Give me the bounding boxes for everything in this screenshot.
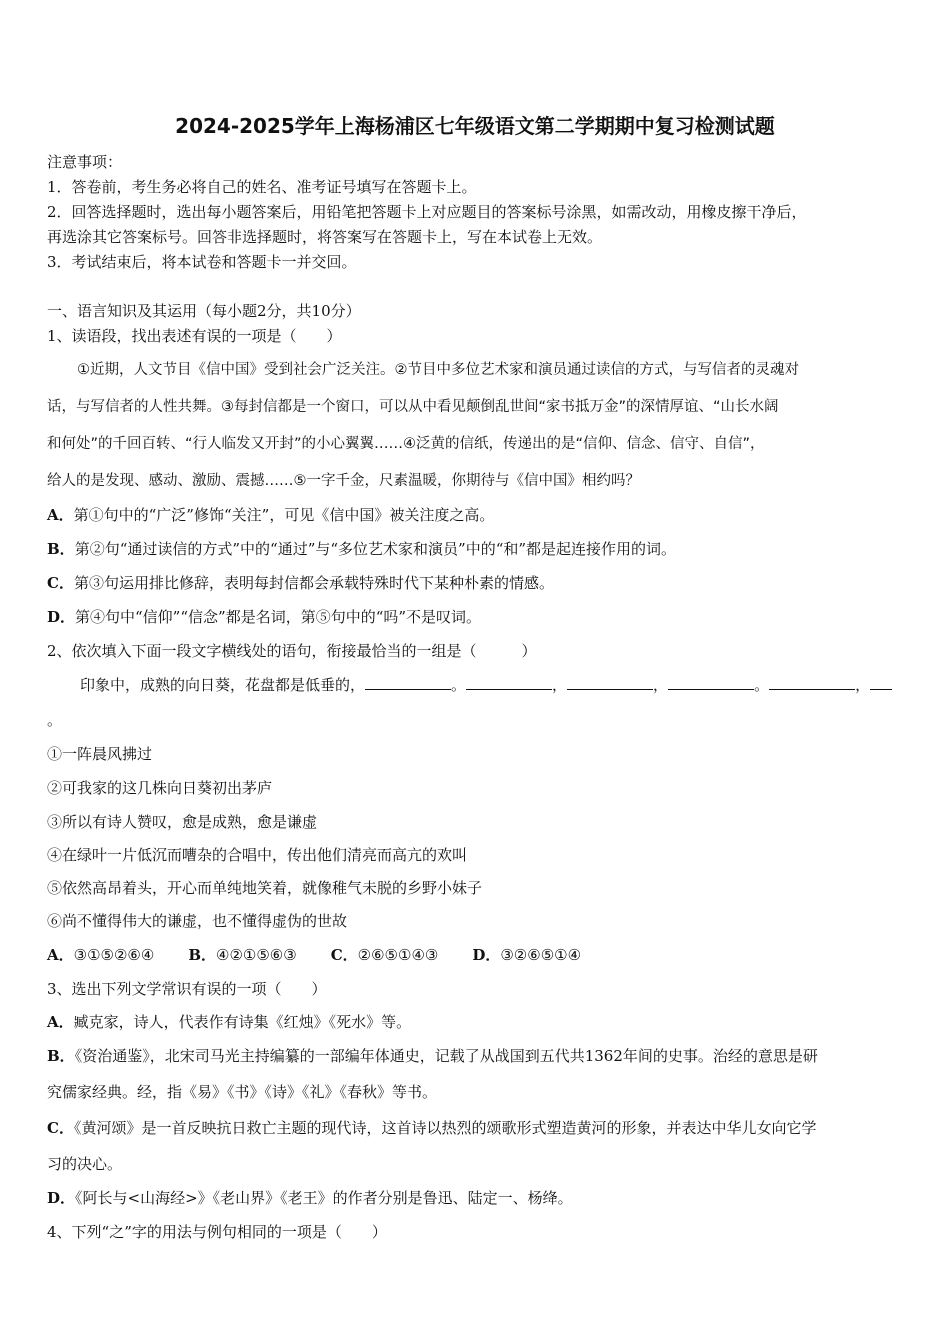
option-letter: D． bbox=[472, 946, 501, 964]
option-text: 第③句运用排比修辞，表明每封信都会承载特殊时代下某种朴素的情感。 bbox=[73, 574, 554, 592]
q2-lead: 印象中，成熟的向日葵，花盘都是低垂的， bbox=[80, 676, 366, 694]
option-text: 《黄河颂》是一首反映抗日救亡主题的现代诗，这首诗以热烈的颂歌形式塑造黄河的形象，并表达中华儿女向它学 bbox=[73, 1119, 817, 1137]
option-letter: A． bbox=[47, 946, 74, 964]
q2-option-b bbox=[188, 945, 296, 965]
q1-passage-line: ①近期，人文节目《信中国》受到社会广泛关注。②节目中多位艺术家和演员通过读信的方式，与写信者的灵魂对 bbox=[77, 362, 799, 378]
fill-blank[interactable] bbox=[870, 675, 892, 690]
q2-stem: 2、依次填入下面一段文字横线处的语句，衔接最恰当的一组是（ ） bbox=[47, 642, 537, 660]
page-title: 2024-2025学年上海杨浦区七年级语文第二学期期中复习检测试题 bbox=[175, 114, 775, 138]
sep: 。 bbox=[451, 676, 467, 694]
option-text: ③②⑥⑤①④ bbox=[500, 946, 582, 964]
q3-option-c-cont: 习的决心。 bbox=[47, 1155, 123, 1173]
notice-item: 1．答卷前，考生务必将自己的姓名、准考证号填写在答题卡上。 bbox=[47, 178, 477, 196]
notice-heading: 注意事项： bbox=[47, 153, 123, 171]
q2-option-a bbox=[47, 945, 154, 965]
option-text: ②⑥⑤①④③ bbox=[357, 946, 439, 964]
option-letter: C． bbox=[47, 1119, 74, 1137]
notice-item: 2．回答选择题时，选出每小题答案后，用铅笔把答题卡上对应题目的答案标号涂黑，如需改动，用橡皮擦干净后， bbox=[47, 203, 807, 221]
option-letter: D． bbox=[47, 608, 76, 626]
q2-item: ④在绿叶一片低沉而嘈杂的合唱中，传出他们清亮而高亢的欢叫 bbox=[47, 846, 468, 864]
option-text: 第④句中“信仰”“信念”都是名词，第⑤句中的“吗”不是叹词。 bbox=[75, 608, 482, 626]
q2-fill-end: 。 bbox=[47, 711, 63, 729]
q1-option-c bbox=[47, 573, 554, 593]
q2-fill-line bbox=[80, 675, 892, 695]
option-letter: B． bbox=[47, 540, 75, 558]
q3-option-c bbox=[47, 1118, 816, 1138]
q3-option-b bbox=[47, 1046, 818, 1066]
option-text: ③①⑤②⑥④ bbox=[73, 946, 155, 964]
q2-options bbox=[47, 945, 615, 965]
q1-option-a bbox=[47, 505, 494, 525]
q3-option-a bbox=[47, 1012, 411, 1032]
option-text: 《资治通鉴》，北宋司马光主持编纂的一部编年体通史，记载了从战国到五代共1362年间的史事。治经的意思是研 bbox=[74, 1047, 818, 1065]
q3-stem: 3、选出下列文学常识有误的一项（ ） bbox=[47, 980, 327, 998]
sep: ， bbox=[653, 676, 669, 694]
q1-stem: 1、读语段，找出表述有误的一项是（ ） bbox=[47, 327, 342, 345]
q2-option-c bbox=[331, 945, 439, 965]
q2-item: ③所以有诗人赞叹，愈是成熟，愈是谦虚 bbox=[47, 813, 318, 831]
q3-option-b-cont: 究儒家经典。经，指《易》《书》《诗》《礼》《春秋》等书。 bbox=[47, 1083, 438, 1101]
sep: 。 bbox=[754, 676, 770, 694]
option-text: 第②句“通过读信的方式”中的“通过”与“多位艺术家和演员”中的“和”都是起连接作用的词。 bbox=[74, 540, 677, 558]
fill-blank[interactable] bbox=[466, 675, 552, 690]
q1-passage-line: 话，与写信者的人性共舞。③每封信都是一个窗口，可以从中看见颠倒乱世间“家书抵万金”的深情厚谊、“山长水阔 bbox=[47, 399, 779, 415]
sep: ， bbox=[552, 676, 568, 694]
option-text: ④②①⑤⑥③ bbox=[216, 946, 297, 964]
q2-item: ①一阵晨风拂过 bbox=[47, 745, 153, 763]
notice-item: 3．考试结束后，将本试卷和答题卡一并交回。 bbox=[47, 253, 357, 271]
q2-option-d bbox=[472, 945, 581, 965]
fill-blank[interactable] bbox=[365, 675, 451, 690]
option-letter: A． bbox=[47, 1013, 74, 1031]
q2-item: ②可我家的这几株向日葵初出茅庐 bbox=[47, 779, 273, 797]
option-text: 《阿长与<山海经>》《老山界》《老王》的作者分别是鲁迅、陆定一、杨绛。 bbox=[75, 1189, 573, 1207]
sep: ， bbox=[855, 676, 871, 694]
option-letter: A． bbox=[47, 506, 74, 524]
option-letter: C． bbox=[330, 946, 358, 964]
option-letter: C． bbox=[47, 574, 74, 592]
option-letter: B． bbox=[188, 946, 217, 964]
fill-blank[interactable] bbox=[769, 675, 855, 690]
q4-stem: 4、下列“之”字的用法与例句相同的一项是（ ） bbox=[47, 1223, 387, 1241]
fill-blank[interactable] bbox=[668, 675, 754, 690]
q1-option-b bbox=[47, 539, 676, 559]
option-text: 第①句中的“广泛”修饰“关注”，可见《信中国》被关注度之高。 bbox=[73, 506, 495, 524]
option-letter: B． bbox=[47, 1047, 75, 1065]
q2-item: ⑥尚不懂得伟大的谦虚，也不懂得虚伪的世故 bbox=[47, 912, 348, 930]
option-text: 臧克家，诗人，代表作有诗集《红烛》《死水》等。 bbox=[73, 1013, 412, 1031]
section-heading: 一、语言知识及其运用（每小题2分，共10分） bbox=[47, 302, 361, 320]
notice-item: 再选涂其它答案标号。回答非选择题时，将答案写在答题卡上，写在本试卷上无效。 bbox=[47, 228, 603, 246]
q3-option-d bbox=[47, 1188, 573, 1208]
q1-passage-line: 给人的是发现、感动、激励、震撼……⑤一字千金，尺素温暖，你期待与《信中国》相约吗？ bbox=[47, 473, 640, 489]
option-letter: D． bbox=[47, 1189, 76, 1207]
q2-item: ⑤依然高昂着头，开心而单纯地笑着，就像稚气未脱的乡野小妹子 bbox=[47, 879, 483, 897]
q1-option-d bbox=[47, 607, 481, 627]
q1-passage-line: 和何处”的千回百转、“行人临发又开封”的小心翼翼……④泛黄的信纸，传递出的是“信仰、信念、信守、自信”， bbox=[47, 436, 765, 452]
fill-blank[interactable] bbox=[567, 675, 653, 690]
